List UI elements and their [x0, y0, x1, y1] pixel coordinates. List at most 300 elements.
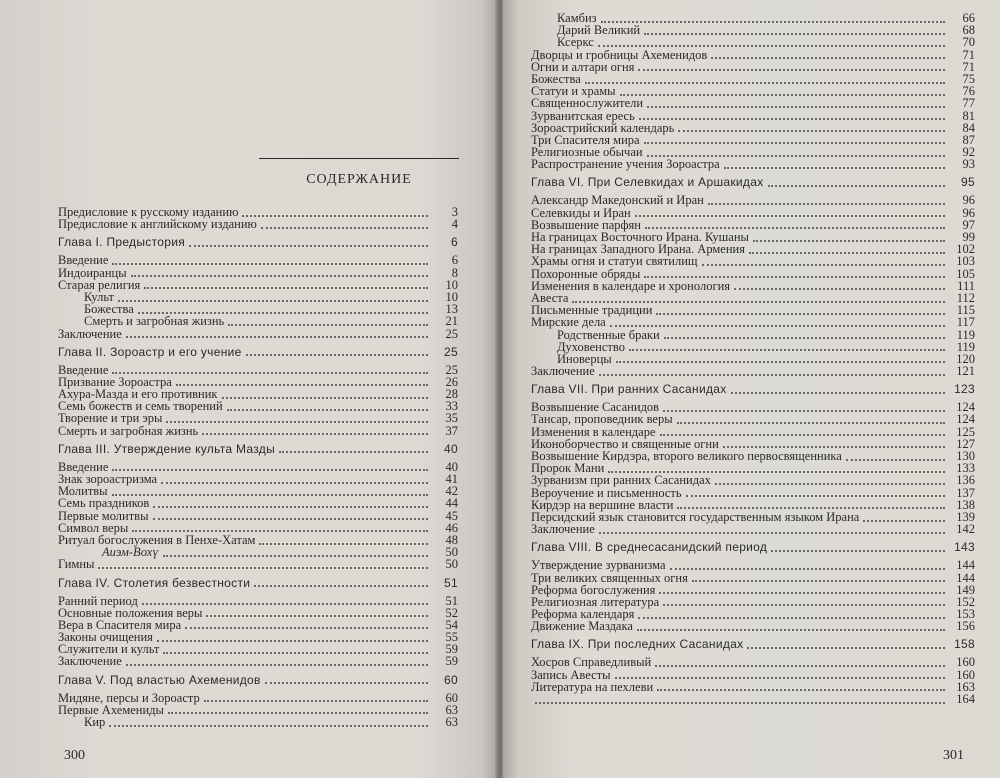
toc-page-number: 51 [445, 593, 458, 608]
dot-leader [678, 129, 945, 132]
toc-entry-title: Письменные традиции [531, 303, 653, 318]
toc-page-number: 21 [445, 314, 458, 329]
dot-leader [677, 421, 945, 424]
toc-page-number: 137 [956, 485, 975, 500]
toc-page-number: 60 [444, 672, 458, 687]
page-number-left: 300 [64, 748, 85, 763]
dot-leader [647, 105, 945, 108]
toc-page-number: 50 [445, 545, 458, 560]
dot-leader [599, 373, 945, 376]
toc-chapter-heading [58, 230, 458, 254]
toc-entry-title: Огни и алтари огня [531, 59, 635, 74]
toc-chapter-heading [58, 571, 458, 595]
dot-leader [535, 701, 945, 704]
dot-leader [629, 348, 945, 351]
toc-entry-title: Иноверцы [557, 351, 612, 366]
dot-leader [601, 20, 945, 23]
toc-entry [531, 73, 975, 85]
dot-leader [261, 226, 428, 229]
toc-entry-title: Мирские дела [531, 315, 606, 330]
toc-entry [531, 255, 975, 267]
dot-leader [206, 614, 428, 617]
toc-page-number: 4 [451, 217, 458, 232]
dot-leader [659, 591, 945, 594]
toc-entry-title: Вера в Спасителя мира [58, 617, 182, 632]
dot-leader [185, 626, 428, 629]
dot-leader [227, 408, 428, 411]
toc-entry [58, 328, 458, 340]
toc-entry [58, 473, 458, 485]
toc-entry [58, 425, 458, 437]
toc-entry [531, 365, 975, 377]
toc-page-number: 153 [956, 607, 975, 622]
toc-entry-title: Изменения в календаре [531, 424, 656, 439]
dot-leader [598, 44, 945, 47]
toc-entry [531, 426, 975, 438]
dot-leader [656, 312, 945, 315]
toc-chapter-heading [531, 632, 975, 656]
toc-chapter-heading [58, 437, 458, 461]
toc-entry-title: Глава VII. При ранних Сасанидах [531, 382, 727, 397]
dot-leader [677, 506, 945, 509]
toc-entry-title: Глава VI. При Селевкидах и Аршакидах [531, 175, 764, 190]
toc-page-number: 35 [445, 411, 458, 426]
toc-entry [531, 61, 975, 73]
toc-page-number: 52 [445, 605, 458, 620]
dot-leader [644, 141, 945, 144]
dot-leader [98, 566, 428, 569]
toc-page-number: 124 [956, 400, 975, 415]
toc-page-number: 156 [956, 619, 975, 634]
toc-entry-title: Дарий Великий [557, 23, 641, 38]
dot-leader [246, 353, 428, 356]
toc-page-number: 123 [954, 382, 975, 397]
toc-entry-title: Возвышение Сасанидов [531, 400, 660, 415]
toc-entry-title: Законы очищения [58, 630, 153, 645]
toc-entry-title: Изменения в календаре и хронология [531, 278, 731, 293]
toc-entry-title: Реформа календаря [531, 607, 635, 622]
toc-page-number: 6 [451, 235, 458, 250]
dot-leader [142, 602, 428, 605]
toc-chapter-heading [531, 377, 975, 401]
toc-entry-title: Литература на пехлеви [531, 679, 654, 694]
dot-leader [692, 579, 945, 582]
toc-entry [531, 681, 975, 693]
dot-leader [638, 616, 945, 619]
toc-entry [531, 316, 975, 328]
toc-page-number: 99 [962, 230, 975, 244]
dot-leader [153, 505, 428, 508]
toc-page-number: 96 [962, 193, 975, 208]
dot-leader [734, 287, 945, 290]
toc-entry-title: Пророк Мани [531, 461, 605, 476]
toc-entry-title: Глава II. Зороастр и его учение [58, 344, 242, 359]
toc-entry-title: Глава I. Предыстория [58, 235, 185, 250]
toc-page-number: 92 [962, 145, 975, 160]
toc-entry-title: Возвышение парфян [531, 217, 641, 232]
toc-page-number: 59 [445, 642, 458, 657]
dot-leader [112, 371, 428, 374]
toc-entry-title: Кирдэр на вершине власти [531, 497, 674, 512]
toc-page-number: 124 [956, 412, 975, 427]
toc-entry-title: Три Спасителя мира [531, 132, 640, 147]
dot-leader [242, 214, 428, 217]
dot-leader [655, 664, 945, 667]
toc-page-number: 10 [445, 289, 458, 304]
toc-page-number: 115 [956, 303, 975, 318]
toc-entry-title: Распространение учения Зороастра [531, 157, 720, 172]
toc-page-number: 95 [961, 175, 975, 190]
toc-page-number: 33 [445, 399, 458, 414]
dot-leader [616, 360, 945, 363]
toc-entry-title: Ксеркс [557, 35, 594, 50]
toc-entry [531, 353, 975, 365]
toc-left-column [58, 206, 458, 728]
toc-entry-title: Мидяне, персы и Зороастр [58, 690, 200, 705]
toc-entry-title: Зурванизм при ранних Сасанидах [531, 473, 711, 488]
toc-entry-title: Предисловие к английскому изданию [58, 217, 257, 232]
toc-entry [531, 194, 975, 206]
dot-leader [771, 549, 945, 552]
dot-leader [615, 676, 945, 679]
toc-page-number: 112 [956, 290, 975, 305]
toc-entry [531, 669, 975, 681]
dot-leader [644, 32, 945, 35]
toc-entry [58, 546, 458, 558]
toc-page-number: 50 [445, 557, 458, 572]
toc-entry [531, 413, 975, 425]
toc-entry [531, 158, 975, 170]
toc-entry [531, 110, 975, 122]
toc-page-number: 10 [445, 277, 458, 292]
toc-page-number: 144 [956, 570, 975, 585]
dot-leader [157, 639, 428, 642]
toc-right-column [531, 12, 975, 705]
dot-leader [222, 396, 428, 399]
toc-page-number: 25 [445, 326, 458, 341]
dot-leader [161, 481, 428, 484]
toc-entry [58, 315, 458, 327]
toc-entry-title: Иконоборчество и священные огни [531, 436, 719, 451]
toc-entry-title: Религиозные обычаи [531, 145, 643, 160]
right-page [503, 0, 1000, 778]
dot-leader [572, 300, 945, 303]
toc-entry-title: Авеста [531, 290, 569, 305]
dot-leader [731, 391, 945, 394]
dot-leader [610, 324, 945, 327]
toc-entry-title: Семь божеств и семь творений [58, 399, 223, 414]
toc-entry [531, 292, 975, 304]
toc-page-number: 121 [956, 364, 975, 379]
toc-entry-title: Религиозная литература [531, 594, 660, 609]
toc-entry-title: Храмы огня и статуи святилищ [531, 254, 698, 269]
dot-leader [202, 432, 428, 435]
toc-page-number: 40 [445, 459, 458, 474]
toc-entry [58, 218, 458, 230]
toc-entry [531, 559, 975, 571]
toc-page-number: 71 [962, 47, 975, 62]
toc-entry-title: Родственные браки [557, 327, 660, 342]
toc-entry [58, 291, 458, 303]
toc-entry-title: Камбиз [557, 11, 597, 25]
dot-leader [131, 274, 428, 277]
toc-page-number: 142 [956, 522, 975, 537]
toc-entry-title: Символ веры [58, 520, 129, 535]
toc-title: СОДЕРЖАНИЕ [306, 172, 412, 187]
dot-leader [664, 336, 945, 339]
dot-leader [112, 468, 428, 471]
toc-page-number: 76 [962, 84, 975, 99]
toc-entry [531, 487, 975, 499]
toc-page-number: 25 [445, 362, 458, 377]
toc-page-number: 77 [962, 96, 975, 111]
toc-page-number: 152 [956, 594, 975, 609]
toc-entry-title: Заключение [531, 522, 595, 537]
toc-entry-title: Заключение [58, 326, 122, 341]
toc-page-number: 143 [954, 540, 975, 555]
dot-leader [620, 93, 945, 96]
toc-entry-title: Три великих священных огня [531, 570, 688, 585]
dot-leader [126, 663, 428, 666]
toc-page-number: 139 [956, 509, 975, 524]
toc-page-number: 55 [445, 630, 458, 645]
toc-entry [58, 485, 458, 497]
dot-leader [163, 554, 429, 557]
toc-page-number: 81 [962, 108, 975, 123]
toc-entry [531, 24, 975, 36]
toc-page-number: 68 [962, 23, 975, 38]
toc-entry-title: Дворцы и гробницы Ахеменидов [531, 47, 708, 62]
toc-page-number: 119 [956, 339, 975, 354]
dot-leader [644, 275, 945, 278]
dot-leader [711, 56, 945, 59]
toc-entry-title: Хосров Справедливый [531, 655, 652, 670]
toc-entry-title: Смерть и загробная жизнь [58, 423, 199, 438]
toc-entry-title: Заключение [531, 364, 595, 379]
toc-entry-title: Похоронные обряды [531, 266, 641, 281]
toc-page-number: 8 [451, 265, 458, 280]
toc-entry [58, 655, 458, 667]
toc-entry [531, 268, 975, 280]
page-number-right: 301 [943, 748, 964, 763]
dot-leader [753, 239, 945, 242]
toc-entry-title: Глава III. Утверждение культа Мазды [58, 441, 276, 456]
toc-page-number: 133 [956, 461, 975, 476]
dot-leader [265, 681, 428, 684]
dot-leader [585, 81, 945, 84]
dot-leader [670, 567, 945, 570]
dot-leader [638, 68, 945, 71]
toc-page-number: 28 [445, 387, 458, 402]
dot-leader [144, 286, 428, 289]
toc-chapter-heading [58, 668, 458, 692]
toc-entry-title: Движение Маздака [531, 619, 633, 634]
dot-leader [663, 603, 945, 606]
toc-page-number: 111 [957, 278, 975, 293]
toc-entry-title: Селевкиды и Иран [531, 205, 631, 220]
toc-page-number: 160 [956, 667, 975, 682]
toc-entry-title: Призвание Зороастра [58, 374, 172, 389]
toc-entry-title: Запись Авесты [531, 667, 611, 682]
dot-leader [660, 433, 946, 436]
toc-page-number: 51 [444, 575, 458, 590]
toc-entry-title: Знак зороастризма [58, 472, 158, 486]
dot-leader [189, 244, 428, 247]
toc-entry-title: Божества [84, 302, 134, 317]
toc-page-number: 97 [962, 217, 975, 232]
dot-leader [138, 311, 428, 314]
dot-leader [635, 214, 945, 217]
toc-entry-title: Утверждение зурванизма [531, 558, 666, 573]
dot-leader [166, 420, 428, 423]
toc-page-number: 75 [962, 71, 975, 86]
toc-page-number: 138 [956, 497, 975, 512]
toc-page-number: 164 [956, 692, 975, 706]
dot-leader [599, 531, 945, 534]
toc-page-number: 59 [445, 654, 458, 669]
toc-entry-title: Введение [58, 459, 109, 474]
toc-entry-title: Введение [58, 362, 109, 377]
toc-entry [58, 692, 458, 704]
toc-entry [531, 656, 975, 668]
toc-entry-title: Реформа богослужения [531, 582, 656, 597]
toc-entry-title: Ритуал богослужения в Пенхе-Хатам [58, 532, 256, 547]
toc-entry [531, 693, 975, 705]
toc-entry-title: Духовенство [557, 339, 625, 354]
toc-page-number: 160 [956, 655, 975, 670]
toc-entry [531, 280, 975, 292]
dot-leader [708, 202, 945, 205]
toc-entry-title: Тансар, проповедник веры [531, 412, 673, 427]
toc-entry-title: Введение [58, 253, 109, 268]
toc-entry-title: Зороастрийский календарь [531, 120, 675, 135]
toc-entry-title: Кир [84, 715, 106, 729]
toc-entry-title: Индоиранцы [58, 265, 127, 280]
toc-chapter-heading [531, 535, 975, 559]
toc-entry [58, 364, 458, 376]
toc-page-number: 37 [445, 423, 458, 438]
toc-entry-title: Глава IX. При последних Сасанидах [531, 637, 744, 652]
toc-page-number: 41 [445, 472, 458, 486]
toc-entry [58, 716, 458, 728]
toc-entry-title: Ахура-Мазда и его противник [58, 387, 218, 402]
dot-leader [163, 651, 428, 654]
toc-page-number: 25 [444, 344, 458, 359]
dot-leader [663, 409, 945, 412]
dot-leader [645, 226, 945, 229]
toc-entry [58, 558, 458, 570]
toc-entry [531, 207, 975, 219]
dot-leader [723, 445, 945, 448]
dot-leader [153, 517, 429, 520]
toc-page-number: 46 [445, 520, 458, 535]
toc-page-number: 105 [956, 266, 975, 281]
toc-entry [58, 279, 458, 291]
toc-page-number: 163 [956, 679, 975, 694]
toc-page-number: 71 [962, 59, 975, 74]
toc-entry [58, 497, 458, 509]
toc-entry [531, 474, 975, 486]
dot-leader [749, 251, 945, 254]
toc-page-number: 45 [445, 508, 458, 523]
dot-leader [647, 154, 945, 157]
toc-entry-title: Персидский язык становится государственным языком Ирана [531, 509, 860, 524]
toc-entry-title: Глава V. Под властью Ахеменидов [58, 672, 261, 687]
toc-page-number: 119 [956, 327, 975, 342]
dot-leader [702, 263, 945, 266]
toc-entry-title: Александр Македонский и Иран [531, 193, 704, 208]
toc-entry-title: Зурванитская ересь [531, 108, 635, 123]
dot-leader [657, 688, 945, 691]
toc-entry-title: Культ [84, 289, 115, 304]
dot-leader [724, 166, 945, 169]
toc-entry-title: Ранний период [58, 593, 138, 608]
toc-entry-title: Гимны [58, 557, 95, 572]
toc-page-number: 117 [956, 315, 975, 330]
toc-entry [58, 510, 458, 522]
toc-entry [531, 49, 975, 61]
toc-page-number: 125 [956, 424, 975, 439]
toc-page-number: 42 [445, 484, 458, 499]
toc-entry-title: Возвышение Кирдэра, второго великого первосвященника [531, 449, 842, 463]
toc-page-number: 54 [445, 617, 458, 632]
toc-page-number: 127 [956, 436, 975, 451]
toc-page-number: 70 [962, 35, 975, 50]
dot-leader [686, 494, 945, 497]
dot-leader [168, 711, 428, 714]
toc-entry [531, 572, 975, 584]
toc-entry-title: Глава IV. Столетия безвестности [58, 575, 251, 590]
toc-entry-title: Предисловие к русскому изданию [58, 205, 239, 219]
toc-page-number: 44 [445, 496, 458, 511]
toc-entry-title: Священнослужители [531, 96, 644, 111]
toc-entry-title: Первые Ахемениды [58, 702, 164, 717]
toc-page-number: 63 [445, 715, 458, 729]
toc-entry-title: Божества [531, 71, 581, 86]
dot-leader [863, 519, 945, 522]
toc-entry-title: Служители и культ [58, 642, 160, 657]
toc-entry [58, 267, 458, 279]
left-page [0, 0, 497, 778]
toc-entry [58, 461, 458, 473]
toc-page-number: 26 [445, 374, 458, 389]
toc-chapter-heading [58, 340, 458, 364]
dot-leader [639, 117, 945, 120]
dot-leader [112, 262, 428, 265]
toc-page-number: 149 [956, 582, 975, 597]
toc-page-number: 66 [962, 11, 975, 25]
dot-leader [112, 493, 428, 496]
toc-page-number: 87 [962, 132, 975, 147]
toc-entry [58, 595, 458, 607]
toc-page-number: 144 [956, 558, 975, 573]
toc-entry-title: Творение и три эры [58, 411, 163, 426]
toc-page-number: 103 [956, 254, 975, 269]
toc-entry-title: На границах Западного Ирана. Армения [531, 242, 745, 257]
toc-page-number: 60 [445, 690, 458, 705]
dot-leader [126, 335, 428, 338]
dot-leader [109, 724, 428, 727]
toc-chapter-heading [531, 170, 975, 194]
toc-entry [531, 523, 975, 535]
toc-entry-title: Статуи и храмы [531, 84, 616, 99]
toc-entry [58, 412, 458, 424]
toc-entry-title: Старая религия [58, 277, 141, 292]
toc-entry-title: На границах Восточного Ирана. Кушаны [531, 230, 749, 244]
dot-leader [715, 482, 945, 485]
header-rule [259, 158, 459, 159]
toc-entry [531, 36, 975, 48]
